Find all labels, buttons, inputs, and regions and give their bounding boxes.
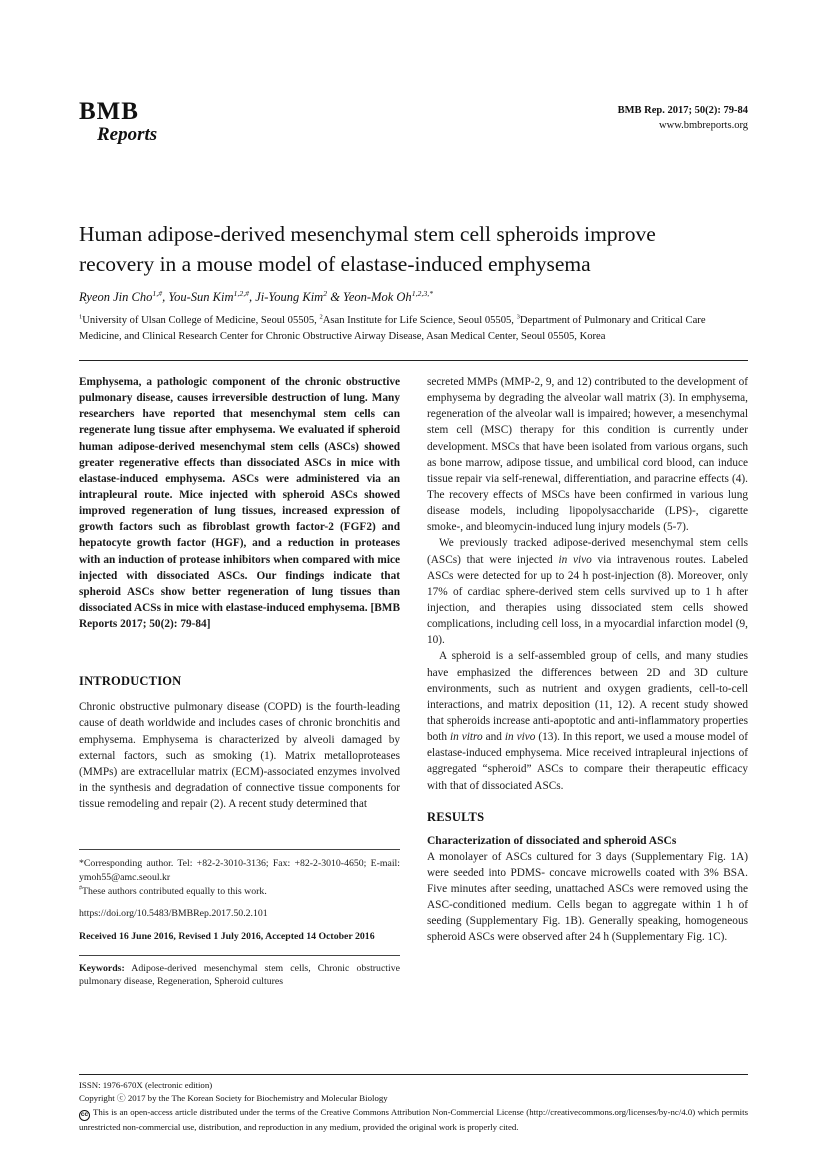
journal-website: www.bmbreports.org [659,120,748,132]
left-column [79,374,400,989]
license-paragraph [79,1106,748,1133]
body-paragraph-3: A spheroid is a self-assembled group of cells, and many studies have emphasized the differences between 2D and 3D culture environments, such as nutrient and oxygen gradients, cell-to-cell interactions, and matrix deposition (11, 12). A recent study showed that spheroids increase anti-apoptotic and anti-inflammatory properties both in vitro and in vivo (13). In this report, we used a mouse model of elastase-induced emphysema. Mice received intrapleural injections of aggregated “spheroid” ASCs to compare their therapeutic efficacy with that of dissociated ASCs. [427,650,748,792]
affiliation-line: $^1$University of Ulsan College of Medicine, Seoul 05505, $^2$Asan Institute for Life Science, Seoul 05505, $^3$Department of Pulmonary and Critical Care Medicine, and Clinical Research Center for Chronic Obstructive Airway Disease, Asan Medical Center, Seoul 05505, Korea [79,313,706,342]
journal-logo [79,98,157,146]
abstract-text: Emphysema, a pathologic component of the chronic obstructive pulmonary disease, causes irreversible destruction of lung. Many researchers have reported that mesenchymal stem cells can regenerate lung tissue after emphysema. We evaluated if spheroid human adipose-derived mesenchymal stem cells (ASCs) showed greater regenerative effects than dissociated ASCs in mice with elastase-induced emphysema. ASCs were administered via an intrapleural route. Mice injected with spheroid ASCs showed improved regeneration of lung tissues, increased expression of growth factors such as fibroblast growth factor-2 (FGF2) and hepatocyte growth factor (HGF), and a reduction in proteases with an induction of protease inhibitors when compared with mice injected with dissociated ASCs. Our findings indicate that spheroid ASCs show better regeneration of lung tissues than dissociated ACSs in mice with elastase-induced emphysema. [BMB Reports 2017; 50(2): 79-84] [79,376,400,631]
journal-logo-bmb: BMB [79,98,139,125]
masthead [79,98,748,146]
corresponding-author-note: *Corresponding author. Tel: +82-2-3010-3136; Fax: +82-2-3010-4650; E-mail: ymoh55@amc.seoul.kr [79,858,400,883]
body-paragraph-2: We previously tracked adipose-derived mesenchymal stem cells (ASCs) that were injected in vivo via intravenous routes. Labeled ASCs were detected for up to 24 h post-injection (8). Moreover, only 17% of cardiac sphere-derived stem cells survived up to 1 h after injection, and therapies using dissociated stem cells showed complications, including cell loss, in a myocardial infarction model (9, 10). [427,537,748,647]
keywords-label: Keywords: [79,962,125,974]
body-paragraph-1: secreted MMPs (MMP-2, 9, and 12) contributed to the development of emphysema by degrading the alveolar wall matrix (3). In emphysema, regeneration of the alveolar wall is impaired; however, a mesenchymal stem cell (MSC) therapy for this condition is currently under development. MSCs that have been isolated from various organs, such as bone marrow, adipose tissue, and umbilical cord blood, can induce tissue repair via self-renewal, differentiation, and paracrine effects (4). The recovery effects of MSCs have been confirmed in various lung disease models, including lipopolysaccharide (LPS)-, cigarette smoke-, and bleomycin-induced lung injury models (5-7). [427,376,748,534]
issn-line: ISSN: 1976-670X (electronic edition) [79,1080,213,1090]
journal-info [618,98,748,133]
doi-text: https://doi.org/10.5483/BMBRep.2017.50.2.101 [79,908,268,920]
right-column [427,374,748,989]
author-line: Ryeon Jin Cho$^{1,\#}$, You-Sun Kim$^{1,2,\#}$, Ji-Young Kim$^2$ & Yeon-Mok $Oh^{1,2,3,*}$ [79,289,433,305]
received-revised-accepted-dates: Received 16 June 2016, Revised 1 July 2016, Accepted 14 October 2016 [79,930,375,942]
page-footer [79,1074,748,1133]
journal-logo-reports: Reports [97,124,158,145]
article-title: Human adipose-derived mesenchymal stem cell spheroids improve recovery in a mouse model of elastase-induced emphysema [79,222,656,276]
footnote-block [79,849,400,989]
keywords-block [79,955,400,989]
introduction-paragraph: Chronic obstructive pulmonary disease (COPD) is the fourth-leading cause of death worldwide and includes cases of chronic bronchitis and emphysema. Emphysema is characterized by alveoli damaged by external factors, such as smoking (1). Matrix metalloproteases (MMPs) are extracellular matrix (ECM)-associated enzymes involved in the synthesis and degradation of connective tissue components for tissue remodeling and repair (2). A recent study determined that [79,701,400,811]
title-divider [79,360,748,361]
copyright-line: Copyright ⓒ 2017 by the The Korean Society for Biochemistry and Molecular Biology [79,1092,388,1103]
equal-contribution-note: #These authors contributed equally to this work. [79,885,267,897]
keywords-text: Adipose-derived mesenchymal stem cells, Chronic obstructive pulmonary disease, Regeneration, Spheroid cultures [79,962,400,988]
body-columns [79,374,748,989]
introduction-heading: INTRODUCTION [79,674,182,689]
journal-citation: BMB Rep. 2017; 50(2): 79-84 [617,105,748,116]
license-text: This is an open-access article distributed under the terms of the Creative Commons Attribution Non-Commercial License (http://creativecommons.org/licenses/by-nc/4.0) which permits unrestricted non-commercial use, distribution, and reproduction in any medium, provided the original work is properly cited. [79,1106,748,1132]
results-paragraph: A monolayer of ASCs cultured for 3 days (Supplementary Fig. 1A) were seeded into PDMS- concave microwells coated with 3% BSA. Five minutes after seeding, unattached ASCs were removed using the ASC-conditioned medium. Cells began to aggregate within 1 h of seeding (Supplementary Fig. 1B). Generally speaking, homogeneous spheroid ASCs were observed after 24 h (Supplementary Fig. 1C). [427,850,748,944]
cc-icon: cc [79,1110,90,1121]
results-heading: RESULTS [427,809,485,824]
results-subheading: Characterization of dissociated and spheroid ASCs [427,834,677,847]
